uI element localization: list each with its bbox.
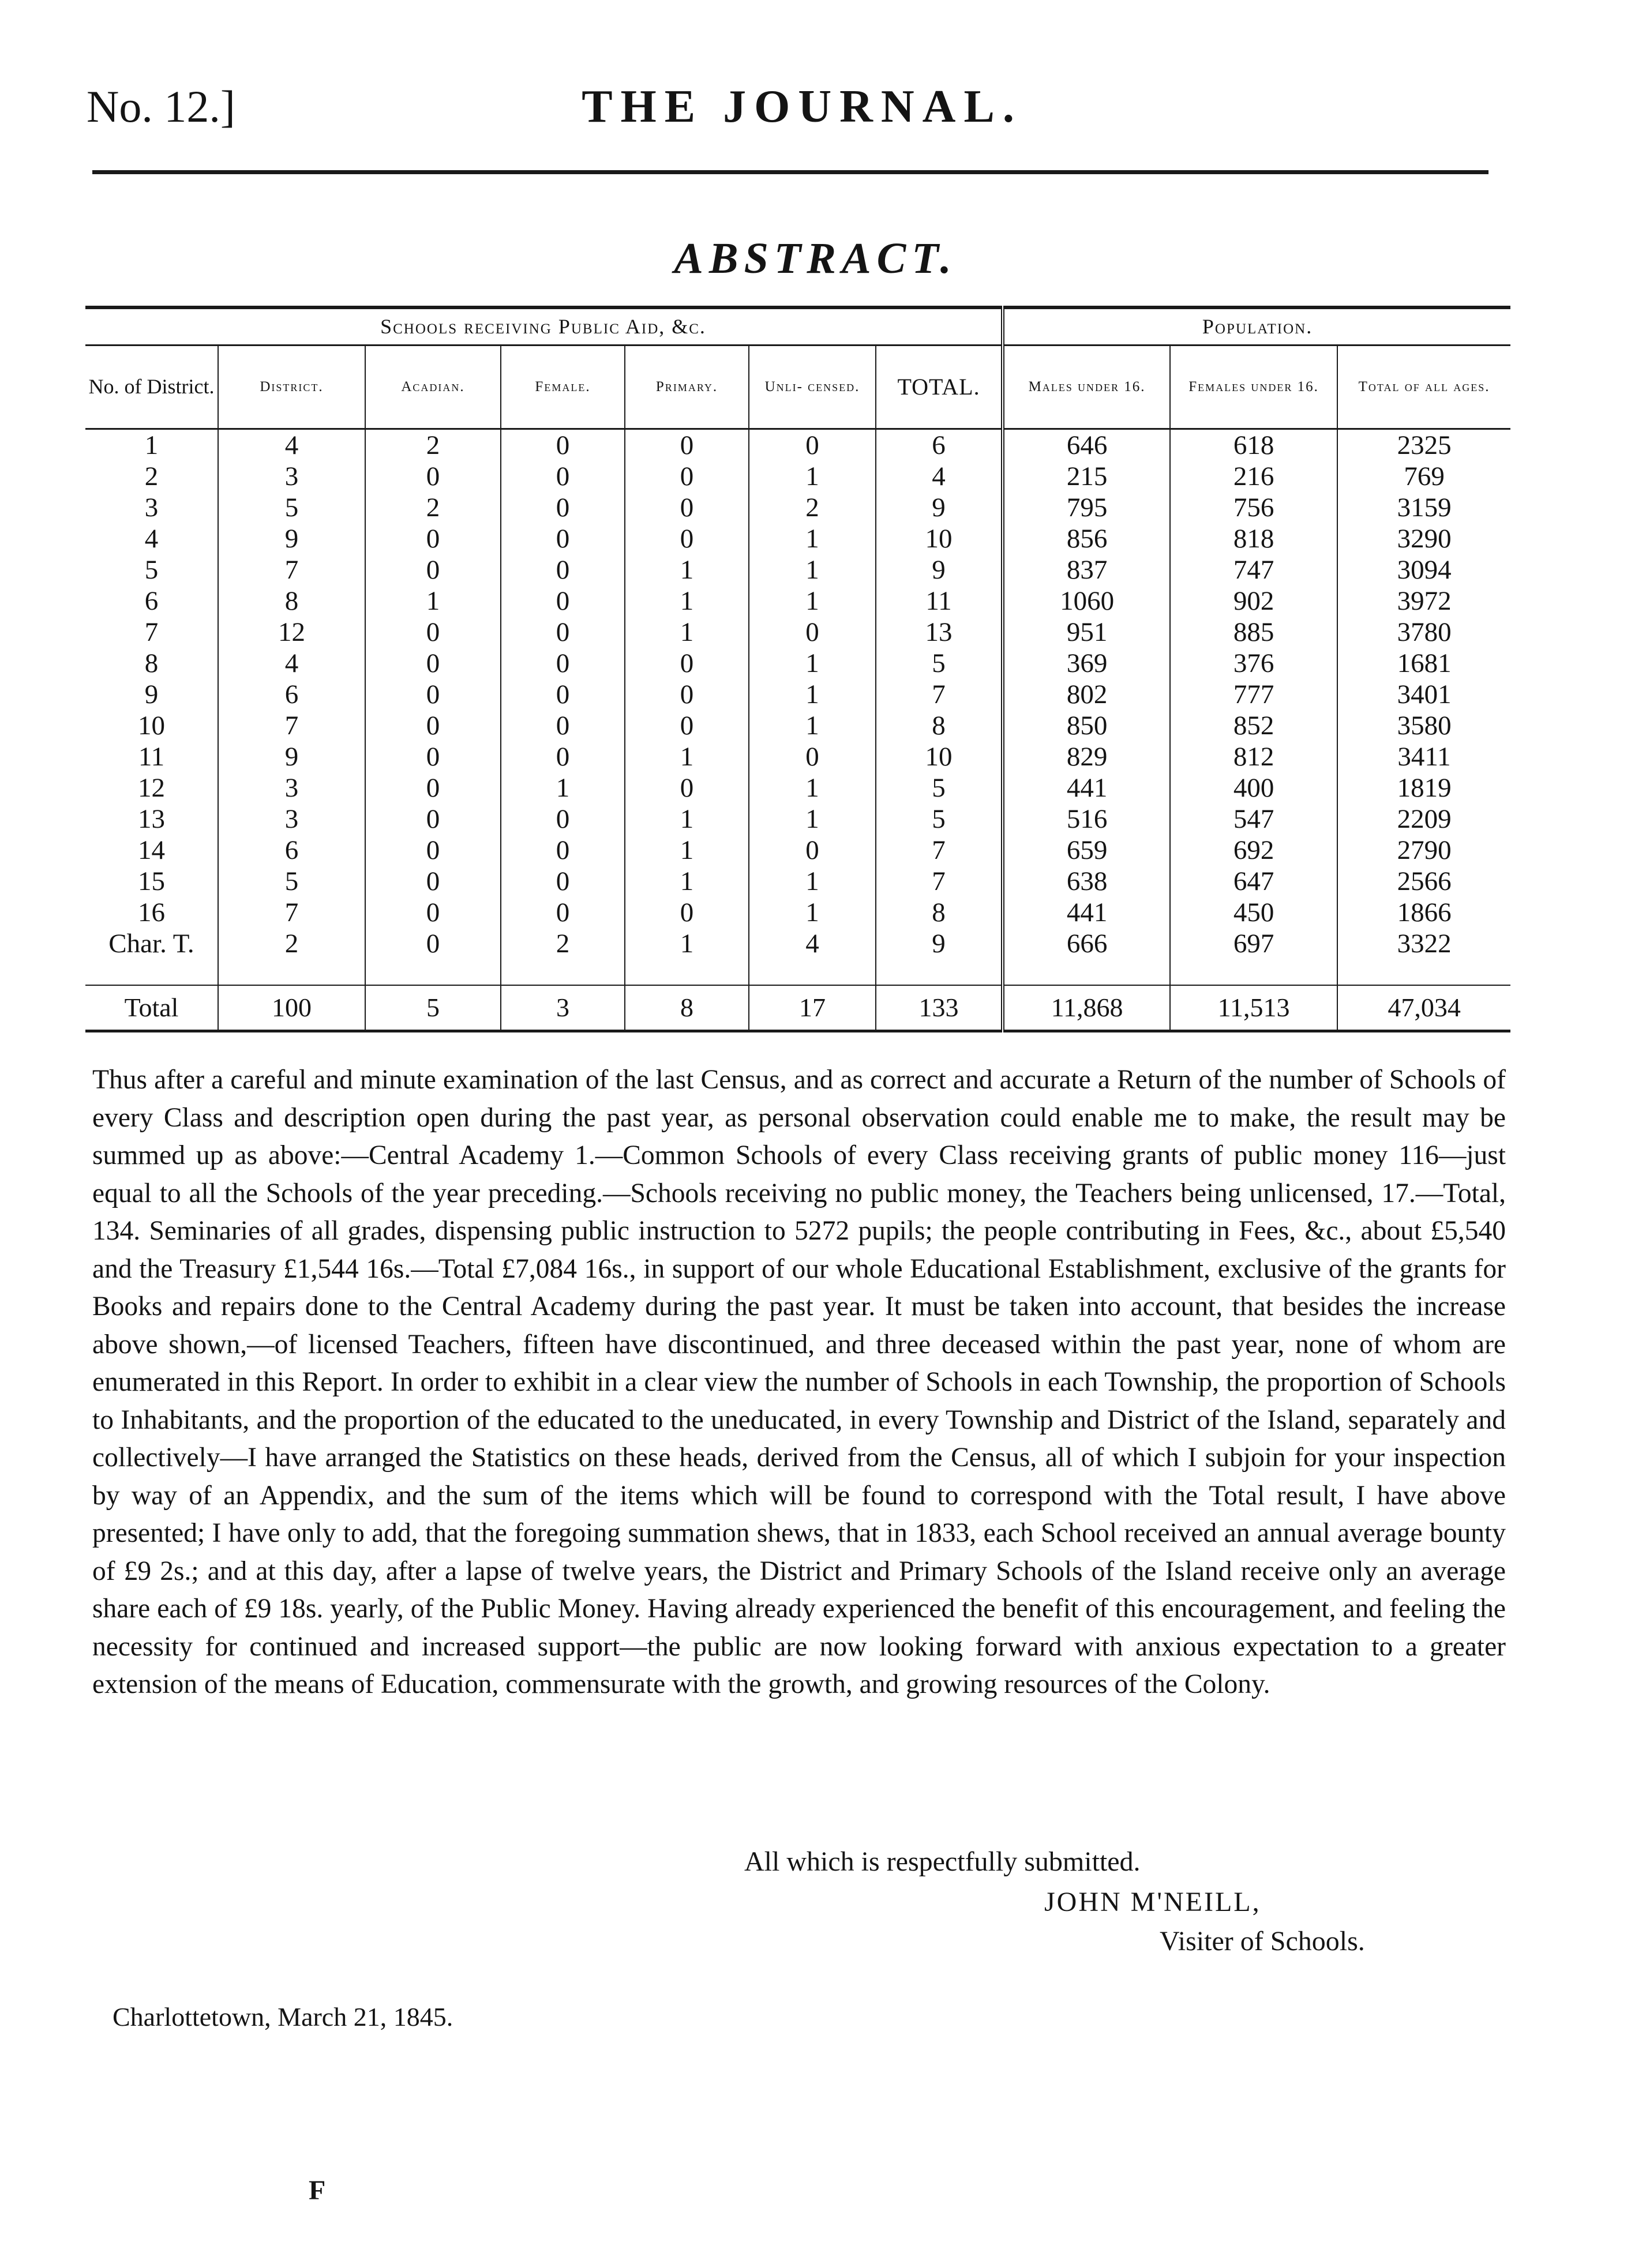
cell-district: 5 xyxy=(218,866,365,897)
cell-primary: 1 xyxy=(625,585,749,617)
cell-total-all-ages: 3159 xyxy=(1337,492,1510,523)
cell-females-under-16: 376 xyxy=(1170,648,1337,679)
table-row xyxy=(85,523,1510,554)
cell-females-under-16: 618 xyxy=(1170,429,1337,461)
cell-total: 9 xyxy=(876,492,1003,523)
cell-primary: 1 xyxy=(625,803,749,835)
spacer-row xyxy=(85,959,1510,985)
cell-female: 0 xyxy=(501,429,625,461)
cell-total-all-ages: 3411 xyxy=(1337,741,1510,772)
cell-males-under-16: 646 xyxy=(1003,429,1170,461)
cell-female: 0 xyxy=(501,648,625,679)
issue-number: No. 12.] xyxy=(87,81,235,132)
cell-district: 4 xyxy=(218,648,365,679)
cell-acadian: 0 xyxy=(365,710,501,741)
cell-males-under-16: 951 xyxy=(1003,617,1170,648)
cell-acadian: 0 xyxy=(365,772,501,803)
table-row xyxy=(85,429,1510,461)
cell-total: 8 xyxy=(876,710,1003,741)
cell-acadian: 0 xyxy=(365,741,501,772)
row-label: 1 xyxy=(144,430,159,460)
cell-primary: 1 xyxy=(625,741,749,772)
cell-unlicensed: 1 xyxy=(749,710,876,741)
row-label: 13 xyxy=(138,803,165,834)
row-label: 3 xyxy=(144,492,159,523)
cell-males-under-16: 369 xyxy=(1003,648,1170,679)
cell-female: 1 xyxy=(501,772,625,803)
cell-acadian: 0 xyxy=(365,928,501,959)
closing-line: All which is respectfully submitted. xyxy=(744,1846,1141,1877)
table-row xyxy=(85,835,1510,866)
totals-female: 3 xyxy=(501,985,625,1031)
cell-unlicensed: 1 xyxy=(749,803,876,835)
cell-females-under-16: 450 xyxy=(1170,897,1337,928)
cell-female: 0 xyxy=(501,585,625,617)
table-row xyxy=(85,741,1510,772)
signature-mark: F xyxy=(309,2175,326,2206)
header-rule xyxy=(92,170,1488,174)
cell-males-under-16: 850 xyxy=(1003,710,1170,741)
cell-total-all-ages: 2325 xyxy=(1337,429,1510,461)
cell-total-all-ages: 3972 xyxy=(1337,585,1510,617)
cell-total-all-ages: 3290 xyxy=(1337,523,1510,554)
cell-primary: 0 xyxy=(625,429,749,461)
cell-total-all-ages: 769 xyxy=(1337,461,1510,492)
cell-female: 0 xyxy=(501,679,625,710)
cell-district: 9 xyxy=(218,741,365,772)
cell-district: 3 xyxy=(218,461,365,492)
cell-total-all-ages: 1866 xyxy=(1337,897,1510,928)
cell-total-all-ages: 3580 xyxy=(1337,710,1510,741)
journal-title: THE JOURNAL. xyxy=(582,81,1022,132)
cell-female: 2 xyxy=(501,928,625,959)
cell-female: 0 xyxy=(501,803,625,835)
totals-all-ages: 47,034 xyxy=(1337,985,1510,1031)
cell-primary: 0 xyxy=(625,461,749,492)
cell-unlicensed: 1 xyxy=(749,648,876,679)
row-label: 2 xyxy=(144,461,159,491)
cell-total: 8 xyxy=(876,897,1003,928)
cell-female: 0 xyxy=(501,523,625,554)
cell-females-under-16: 812 xyxy=(1170,741,1337,772)
cell-males-under-16: 795 xyxy=(1003,492,1170,523)
cell-primary: 0 xyxy=(625,679,749,710)
cell-total-all-ages: 3094 xyxy=(1337,554,1510,585)
cell-district: 2 xyxy=(218,928,365,959)
cell-females-under-16: 777 xyxy=(1170,679,1337,710)
cell-primary: 0 xyxy=(625,897,749,928)
cell-primary: 1 xyxy=(625,617,749,648)
table-row xyxy=(85,461,1510,492)
cell-acadian: 0 xyxy=(365,648,501,679)
cell-acadian: 0 xyxy=(365,897,501,928)
cell-female: 0 xyxy=(501,866,625,897)
cell-females-under-16: 697 xyxy=(1170,928,1337,959)
cell-female: 0 xyxy=(501,897,625,928)
cell-males-under-16: 659 xyxy=(1003,835,1170,866)
cell-total-all-ages: 3780 xyxy=(1337,617,1510,648)
cell-males-under-16: 837 xyxy=(1003,554,1170,585)
col-district: District. xyxy=(218,345,365,429)
cell-total: 7 xyxy=(876,866,1003,897)
row-label: 14 xyxy=(138,835,165,865)
table-row xyxy=(85,679,1510,710)
cell-female: 0 xyxy=(501,492,625,523)
row-label: 9 xyxy=(144,679,159,709)
cell-acadian: 2 xyxy=(365,429,501,461)
cell-unlicensed: 1 xyxy=(749,585,876,617)
cell-females-under-16: 885 xyxy=(1170,617,1337,648)
cell-males-under-16: 215 xyxy=(1003,461,1170,492)
row-label: 11 xyxy=(138,741,165,772)
table-body xyxy=(85,429,1510,959)
totals-primary: 8 xyxy=(625,985,749,1031)
cell-total: 5 xyxy=(876,803,1003,835)
cell-primary: 0 xyxy=(625,492,749,523)
cell-total: 7 xyxy=(876,679,1003,710)
cell-total: 4 xyxy=(876,461,1003,492)
cell-females-under-16: 692 xyxy=(1170,835,1337,866)
cell-acadian: 0 xyxy=(365,679,501,710)
cell-females-under-16: 902 xyxy=(1170,585,1337,617)
cell-males-under-16: 441 xyxy=(1003,772,1170,803)
cell-females-under-16: 400 xyxy=(1170,772,1337,803)
cell-unlicensed: 1 xyxy=(749,897,876,928)
cell-total-all-ages: 1681 xyxy=(1337,648,1510,679)
cell-total: 9 xyxy=(876,928,1003,959)
col-primary: Primary. xyxy=(625,345,749,429)
cell-female: 0 xyxy=(501,741,625,772)
cell-males-under-16: 1060 xyxy=(1003,585,1170,617)
table-row xyxy=(85,928,1510,959)
cell-district: 12 xyxy=(218,617,365,648)
cell-female: 0 xyxy=(501,554,625,585)
cell-total: 6 xyxy=(876,429,1003,461)
cell-acadian: 0 xyxy=(365,803,501,835)
row-label: 10 xyxy=(138,710,165,741)
cell-district: 4 xyxy=(218,429,365,461)
cell-unlicensed: 1 xyxy=(749,772,876,803)
cell-males-under-16: 638 xyxy=(1003,866,1170,897)
cell-males-under-16: 829 xyxy=(1003,741,1170,772)
cell-unlicensed: 1 xyxy=(749,554,876,585)
col-female: Female. xyxy=(501,345,625,429)
cell-males-under-16: 441 xyxy=(1003,897,1170,928)
row-label: Char. T. xyxy=(108,928,194,959)
cell-males-under-16: 802 xyxy=(1003,679,1170,710)
col-unlicensed: Unli- censed. xyxy=(749,345,876,429)
cell-unlicensed: 1 xyxy=(749,679,876,710)
report-paragraph: Thus after a careful and minute examination of the last Census, and as correct and accurate a Return of the number of Schools of every Class and description open during the past year, as personal observation could enable me to make, the result may be summed up as above:—Central Academy 1.—Common Schools of every Class receiving grants of public money 116—just equal to all the Schools of the year preceding.—Schools receiving no public money, the Teachers being unlicensed, 17.—Total, 134. Seminaries of all grades, dispensing public instruction to 5272 pupils; the people contributing in Fees, &c., about £5,540 and the Treasury £1,544 16s.—Total £7,084 16s., in support of our whole Educational Establishment, exclusive of the grants for Books and repairs done to the Central Academy during the past year. It must be taken into account, that besides the increase above shown,—of licensed Teachers, fifteen have discontinued, and three deceased within the past year, none of whom are enumerated in this Report. In order to exhibit in a clear view the number of Schools in each Township, the proportion of Schools to Inhabitants, and the proportion of the educated to the uneducated, in every Township and District of the Island, separately and collectively—I have arranged the Statistics on these heads, derived from the Census, all of which I subjoin for your inspection by way of an Appendix, and the sum of the items which will be found to correspond with the Total result, I have above presented; I have only to add, that the foregoing summation shews, that in 1833, each School received an annual average bounty of £9 2s.; and at this day, after a lapse of twelve years, the District and Primary Schools of the Island receive only an average share each of £9 18s. yearly, of the Public Money. Having already experienced the benefit of this encouragement, and feeling the necessity for continued and increased support—the public are now looking forward with anxious expectation to a greater extension of the means of Education, commensurate with the growth, and growing resources of the Colony. xyxy=(92,1065,1506,1699)
cell-total: 9 xyxy=(876,554,1003,585)
dateline: Charlottetown, March 21, 1845. xyxy=(113,2002,453,2032)
table-row xyxy=(85,617,1510,648)
cell-unlicensed: 1 xyxy=(749,866,876,897)
cell-females-under-16: 852 xyxy=(1170,710,1337,741)
table-row xyxy=(85,585,1510,617)
cell-primary: 0 xyxy=(625,710,749,741)
cell-females-under-16: 818 xyxy=(1170,523,1337,554)
col-district-no: No. of District. xyxy=(85,345,218,429)
cell-female: 0 xyxy=(501,710,625,741)
totals-females: 11,513 xyxy=(1170,985,1337,1031)
table-row xyxy=(85,772,1510,803)
group-header-row xyxy=(85,307,1510,345)
row-label: 16 xyxy=(138,897,165,928)
cell-district: 8 xyxy=(218,585,365,617)
row-label: 15 xyxy=(138,866,165,896)
abstract-title: ABSTRACT. xyxy=(674,234,957,283)
totals-males: 11,868 xyxy=(1003,985,1170,1031)
cell-acadian: 1 xyxy=(365,585,501,617)
cell-total: 5 xyxy=(876,772,1003,803)
table-row xyxy=(85,897,1510,928)
col-total-all-ages: Total of all ages. xyxy=(1337,345,1510,429)
cell-primary: 1 xyxy=(625,554,749,585)
cell-females-under-16: 547 xyxy=(1170,803,1337,835)
row-label: 7 xyxy=(144,617,159,647)
cell-females-under-16: 756 xyxy=(1170,492,1337,523)
cell-primary: 1 xyxy=(625,866,749,897)
cell-unlicensed: 4 xyxy=(749,928,876,959)
cell-acadian: 0 xyxy=(365,523,501,554)
cell-primary: 1 xyxy=(625,835,749,866)
cell-males-under-16: 516 xyxy=(1003,803,1170,835)
cell-males-under-16: 856 xyxy=(1003,523,1170,554)
cell-district: 6 xyxy=(218,679,365,710)
cell-total-all-ages: 2566 xyxy=(1337,866,1510,897)
totals-district: 100 xyxy=(218,985,365,1031)
totals-row xyxy=(85,985,1510,1031)
cell-females-under-16: 216 xyxy=(1170,461,1337,492)
cell-primary: 0 xyxy=(625,648,749,679)
cell-total: 10 xyxy=(876,741,1003,772)
cell-primary: 1 xyxy=(625,928,749,959)
totals-total: 133 xyxy=(876,985,1003,1031)
row-label: 4 xyxy=(144,523,159,554)
cell-total-all-ages: 2209 xyxy=(1337,803,1510,835)
cell-unlicensed: 0 xyxy=(749,617,876,648)
cell-acadian: 0 xyxy=(365,617,501,648)
totals-label: Total xyxy=(85,985,218,1031)
col-males-under-16: Males under 16. xyxy=(1003,345,1170,429)
cell-unlicensed: 0 xyxy=(749,835,876,866)
cell-district: 9 xyxy=(218,523,365,554)
row-label: 8 xyxy=(144,648,159,678)
cell-female: 0 xyxy=(501,835,625,866)
cell-female: 0 xyxy=(501,461,625,492)
row-label: 6 xyxy=(144,585,159,616)
cell-district: 3 xyxy=(218,772,365,803)
cell-district: 3 xyxy=(218,803,365,835)
group-population-header: Population. xyxy=(1003,307,1510,345)
page-header xyxy=(87,75,1517,138)
table-row xyxy=(85,710,1510,741)
column-header-row xyxy=(85,345,1510,429)
cell-total: 10 xyxy=(876,523,1003,554)
cell-primary: 0 xyxy=(625,772,749,803)
table-row xyxy=(85,554,1510,585)
col-females-under-16: Females under 16. xyxy=(1170,345,1337,429)
table-row xyxy=(85,866,1510,897)
totals-acadian: 5 xyxy=(365,985,501,1031)
cell-district: 6 xyxy=(218,835,365,866)
abstract-table xyxy=(85,306,1510,1032)
cell-district: 7 xyxy=(218,897,365,928)
totals-unlicensed: 17 xyxy=(749,985,876,1031)
signature-name: JOHN M'NEILL, xyxy=(1044,1887,1261,1917)
row-label: 12 xyxy=(138,772,165,803)
cell-acadian: 2 xyxy=(365,492,501,523)
cell-district: 5 xyxy=(218,492,365,523)
cell-total: 7 xyxy=(876,835,1003,866)
cell-unlicensed: 1 xyxy=(749,523,876,554)
table-row xyxy=(85,803,1510,835)
cell-acadian: 0 xyxy=(365,554,501,585)
cell-acadian: 0 xyxy=(365,461,501,492)
cell-acadian: 0 xyxy=(365,866,501,897)
cell-unlicensed: 1 xyxy=(749,461,876,492)
table-row xyxy=(85,492,1510,523)
cell-females-under-16: 647 xyxy=(1170,866,1337,897)
row-label: 5 xyxy=(144,554,159,585)
group-schools-header: Schools receiving Public Aid, &c. xyxy=(85,307,1003,345)
cell-primary: 0 xyxy=(625,523,749,554)
cell-district: 7 xyxy=(218,554,365,585)
cell-unlicensed: 0 xyxy=(749,741,876,772)
cell-unlicensed: 0 xyxy=(749,429,876,461)
cell-district: 7 xyxy=(218,710,365,741)
cell-female: 0 xyxy=(501,617,625,648)
table-row xyxy=(85,648,1510,679)
cell-females-under-16: 747 xyxy=(1170,554,1337,585)
cell-males-under-16: 666 xyxy=(1003,928,1170,959)
cell-total: 13 xyxy=(876,617,1003,648)
cell-total-all-ages: 3401 xyxy=(1337,679,1510,710)
cell-acadian: 0 xyxy=(365,835,501,866)
col-acadian: Acadian. xyxy=(365,345,501,429)
cell-total-all-ages: 3322 xyxy=(1337,928,1510,959)
col-total: TOTAL. xyxy=(876,345,1003,429)
signature-title: Visiter of Schools. xyxy=(1160,1926,1365,1957)
cell-total-all-ages: 1819 xyxy=(1337,772,1510,803)
cell-total: 5 xyxy=(876,648,1003,679)
cell-total-all-ages: 2790 xyxy=(1337,835,1510,866)
cell-unlicensed: 2 xyxy=(749,492,876,523)
cell-total: 11 xyxy=(876,585,1003,617)
